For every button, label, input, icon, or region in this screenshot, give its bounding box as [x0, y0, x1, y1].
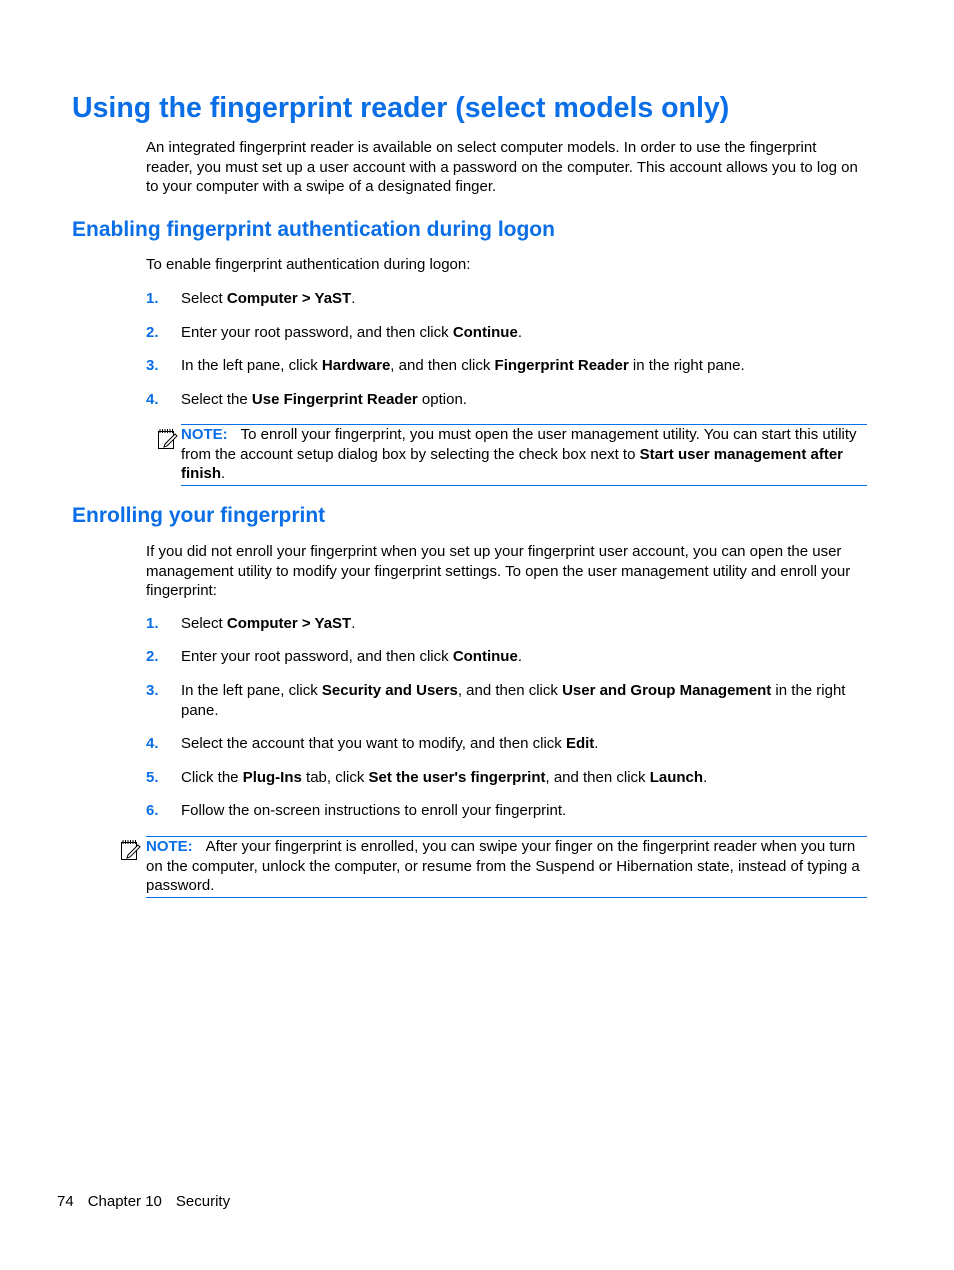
- footer-section: Security: [175, 1193, 231, 1210]
- note-box-enrolling: [146, 836, 867, 898]
- note-text: NOTE: After your fingerprint is enrolled, you can swipe your finger on the fingerprint reader when you turn on the computer, unlock the computer, or resume from the Suspend or Hibernation state, instead of typing a password.: [146, 838, 860, 894]
- step-number: 3.: [146, 682, 159, 699]
- section1-lead: To enable fingerprint authentication during logon:: [146, 256, 471, 273]
- step-text: Select Computer > YaST.: [181, 615, 356, 632]
- page-footer: [57, 1192, 244, 1212]
- note-pad-icon: [119, 838, 143, 862]
- note-label: NOTE:: [181, 426, 228, 443]
- step-number: 4.: [146, 391, 159, 408]
- note-pad-icon: [156, 427, 180, 451]
- step-number: 3.: [146, 357, 159, 374]
- note-box-enabling: [181, 424, 867, 486]
- step-number: 2.: [146, 324, 159, 341]
- page-number: 74: [57, 1193, 74, 1210]
- step-text: Select Computer > YaST.: [181, 290, 356, 307]
- step-number: 5.: [146, 769, 159, 786]
- step-number: 4.: [146, 735, 159, 752]
- step-text: Select the account that you want to modify, and then click Edit.: [181, 735, 599, 752]
- section-heading-enrolling: Enrolling your fingerprint: [72, 504, 326, 527]
- intro-paragraph: An integrated fingerprint reader is available on select computer models. In order to use the fingerprint reader, you must set up a user account with a password on the computer. This account allows you to log on to your computer with a swipe of a designated finger.: [146, 139, 858, 195]
- step-text: Enter your root password, and then click Continue.: [181, 648, 522, 665]
- step-text: In the left pane, click Security and Users, and then click User and Group Management in the right pane.: [181, 682, 846, 719]
- step-number: 1.: [146, 615, 159, 632]
- note-label: NOTE:: [146, 838, 193, 855]
- page-title: Using the fingerprint reader (select models only): [72, 92, 730, 124]
- step-number: 6.: [146, 802, 159, 819]
- footer-chapter: Chapter 10: [87, 1193, 162, 1210]
- step-text: Follow the on-screen instructions to enroll your fingerprint.: [181, 802, 567, 819]
- note-text: NOTE: To enroll your fingerprint, you must open the user management utility. You can start this utility from the account setup dialog box by selecting the check box next to Start user management after finish.: [181, 426, 857, 482]
- step-text: Select the Use Fingerprint Reader option.: [181, 391, 467, 408]
- step-number: 2.: [146, 648, 159, 665]
- step-text: Enter your root password, and then click Continue.: [181, 324, 522, 341]
- step-number: 1.: [146, 290, 159, 307]
- section2-lead: If you did not enroll your fingerprint when you set up your fingerprint user account, you can open the user management utility to modify your fingerprint settings. To open the user management utility and enroll your fingerprint:: [146, 543, 851, 599]
- step-text: In the left pane, click Hardware, and then click Fingerprint Reader in the right pane.: [181, 357, 745, 374]
- section-heading-enabling: Enabling fingerprint authentication during logon: [72, 218, 555, 241]
- step-text: Click the Plug-Ins tab, click Set the user's fingerprint, and then click Launch.: [181, 769, 708, 786]
